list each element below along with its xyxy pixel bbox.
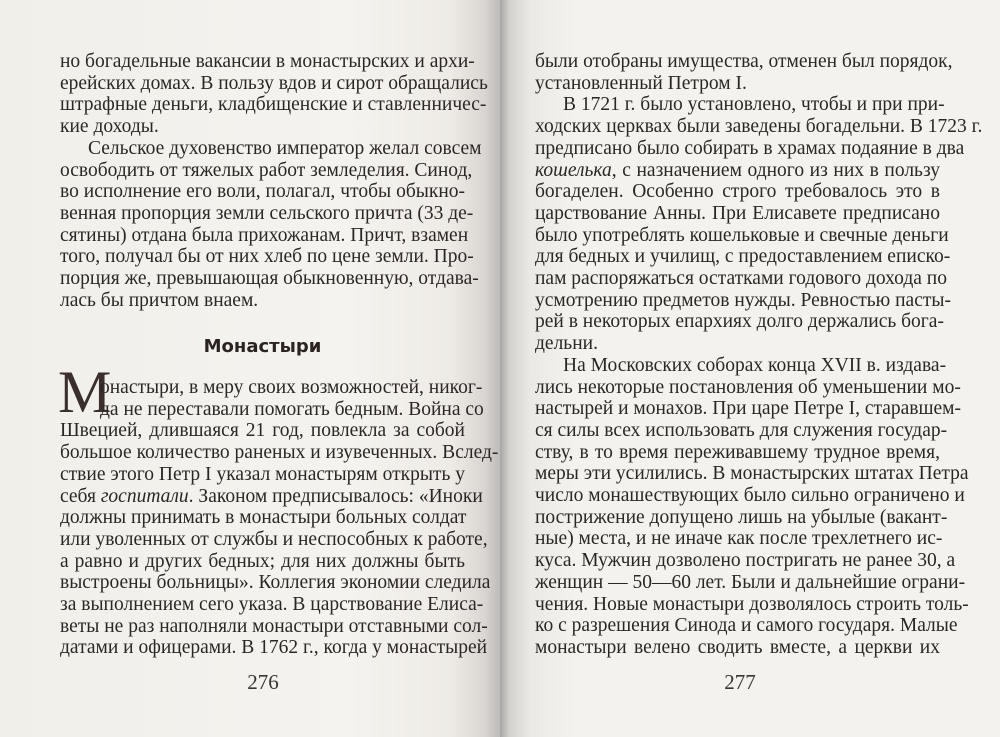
text-line: установленный Петром I. xyxy=(535,72,747,94)
text-line: ерейских домах. В пользу вдов и сирот обращались xyxy=(60,72,488,94)
text-line: пострижение допущено лишь на убылые (вакант- xyxy=(535,506,948,528)
text-line: должны принимать в монастыри больных солдат xyxy=(60,507,467,529)
text-line: но богадельные вакансии в монастырских и архи- xyxy=(60,51,475,72)
text-line: было употреблять кошельковые и свечные деньги xyxy=(535,224,949,246)
text-line: В 1721 г. было установлено, чтобы и при при- xyxy=(563,94,945,116)
section-title: Монастыри xyxy=(203,336,322,357)
text-line: штрафные деньги, кладбищенские и ставленничес- xyxy=(60,94,487,116)
italic-term: кошелька xyxy=(535,159,612,181)
text-line: ко с разрешения Синода и самого государя. Малые xyxy=(535,615,958,637)
text-line: освободить от тяжелых работ земледелия. Синод, xyxy=(60,159,473,181)
text-line: да не переставали помогать бедным. Война со xyxy=(100,398,484,420)
text-line: рей в некоторых епархиях долго держались бога- xyxy=(535,311,944,333)
text-segment: себя xyxy=(60,485,101,507)
text-line: за выполнением сего указа. В царствование Елиса- xyxy=(60,594,484,615)
drop-cap: М xyxy=(58,359,112,425)
text-line: лась бы причтом внаем. xyxy=(60,289,259,311)
text-line: онастыри, в меру своих возможностей, никог- xyxy=(100,377,483,398)
italic-term: госпитали xyxy=(100,485,189,507)
text-line: усмотрению предметов нужды. Ревностью пасты- xyxy=(535,289,951,311)
page-number-left: 276 xyxy=(247,670,279,694)
text-line: чения. Новые монастыри дозволялось строить толь- xyxy=(535,593,969,615)
text-line: На Московских соборах конца XVII в. издава- xyxy=(563,354,947,376)
text-line: а равно и других бедных; для них должны быть xyxy=(60,550,465,572)
text-line: число монашествующих было сильно ограничено и xyxy=(535,485,965,506)
text-line: датами и офицерами. В 1762 г., когда у монастырей xyxy=(60,637,488,659)
text-line: куса. Мужчин дозволено постригать не ранее 30, а xyxy=(535,550,956,572)
text-line: венная пропорция земли сельского причта (33 де- xyxy=(60,202,474,224)
text-segment: , с назначением одного из них в пользу xyxy=(611,159,940,181)
text-line: царствование Анны. При Елисавете предписано xyxy=(535,202,940,224)
text-line: сятины) отдана была прихожанам. Причт, взамен xyxy=(60,224,469,246)
text-line: Швецией, длившаяся 21 год, повлекла за собой xyxy=(60,420,465,442)
text-line: ся силы всех использовать для служения государ- xyxy=(535,419,948,441)
text-line: ству, в то время переживавшему трудное время, xyxy=(535,441,940,463)
text-line: дельни. xyxy=(535,333,598,355)
text-line: настырей и монахов. При царе Петре I, старавшем- xyxy=(535,398,962,420)
text-line: выстроены больницы». Коллегия экономии следила xyxy=(60,572,491,594)
text-line: порция же, превышающая обыкновенную, отдава- xyxy=(60,268,479,289)
text-line xyxy=(60,485,483,508)
text-line: меры эти усилились. В монастырских штатах Петра xyxy=(535,463,969,485)
text-line: монастыри велено сводить вместе, а церкви их xyxy=(535,636,940,658)
text-line: во исполнение его воли, полагал, чтобы обыкно- xyxy=(60,181,465,203)
text-line: веты не раз наполняли монастыри отставными сол- xyxy=(60,615,488,637)
text-line xyxy=(535,160,940,182)
text-line: были отобраны имущества, отменен был порядок, xyxy=(535,51,953,72)
page-number-right: 277 xyxy=(724,670,756,694)
text-line: ные) места, и не иначе как после трехлетнего ис- xyxy=(535,528,943,550)
text-line: того, получал бы от них хлеб по цене земли. Про- xyxy=(60,246,474,268)
text-line: кие доходы. xyxy=(60,116,159,138)
right-page xyxy=(500,0,1000,737)
text-line: лись некоторые постановления об уменьшении мо- xyxy=(535,376,961,398)
text-line: ствие этого Петр I указал монастырям открыть у xyxy=(60,463,465,485)
text-line: женщин — 50—60 лет. Были и дальнейшие ограни- xyxy=(535,571,966,593)
text-line: пам распоряжаться остатками годового дохода по xyxy=(535,268,947,289)
text-line: большое количество раненых и изувеченных. Вслед- xyxy=(60,442,499,464)
text-line: Сельское духовенство император желал совсем xyxy=(88,137,482,159)
text-line: для бедных и училищ, с предоставлением еписко- xyxy=(535,246,951,268)
text-line: ходских церквах были заведены богадельни. В 1723 г. xyxy=(535,116,983,138)
text-line: предписано было собирать в храмах подаяние в два xyxy=(535,137,965,159)
text-segment: . Законом предписывалось: «Иноки xyxy=(188,485,483,507)
text-line: богаделен. Особенно строго требовалось это в xyxy=(535,181,940,203)
text-line: или уволенных от службы и неспособных к работе, xyxy=(60,528,488,550)
